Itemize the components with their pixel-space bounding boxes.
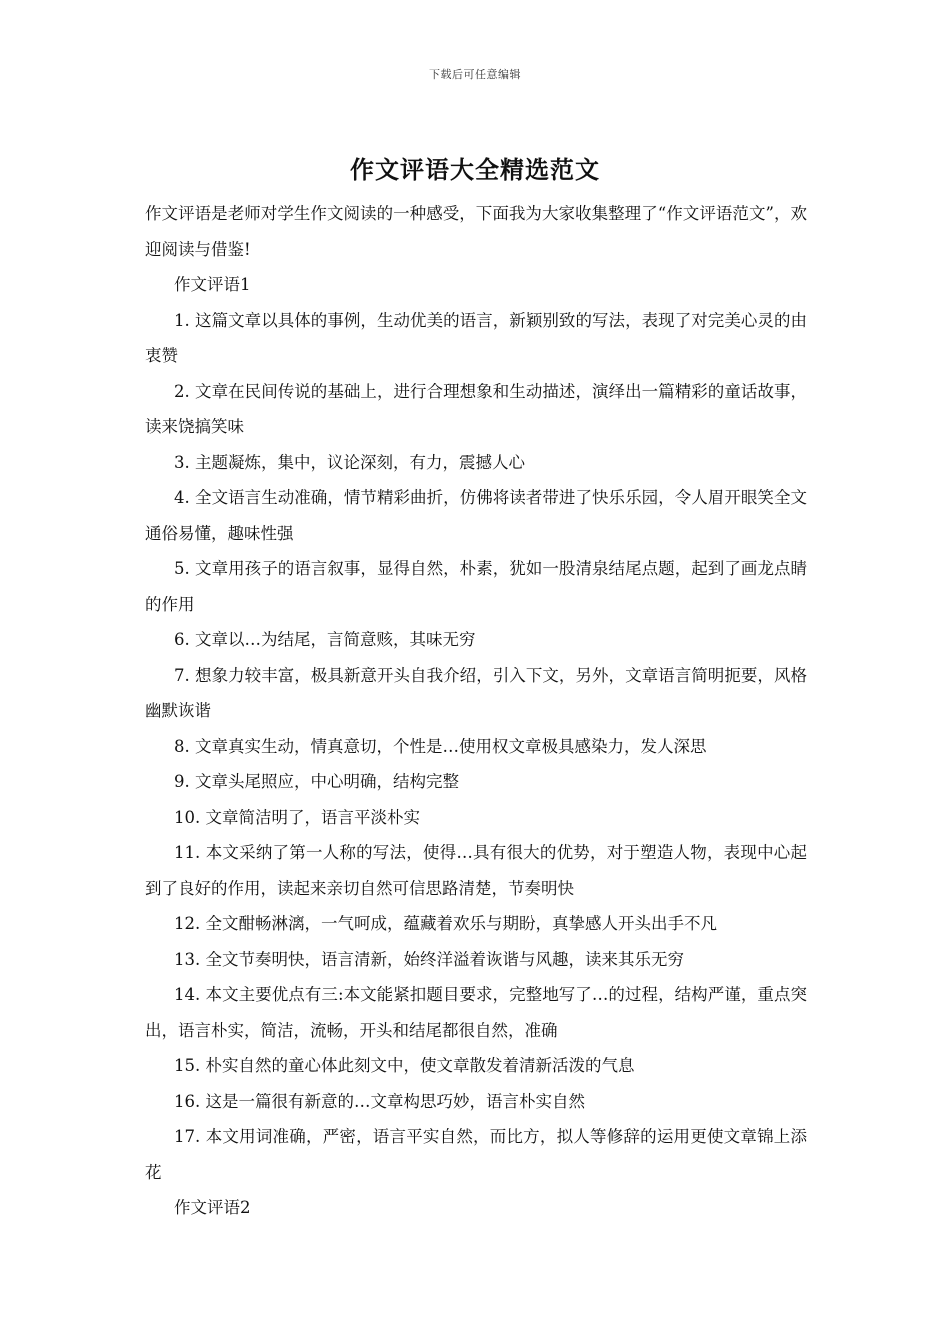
header-note: 下载后可任意编辑 bbox=[429, 68, 521, 81]
list-item: 10. 文章简洁明了，语言平淡朴实 bbox=[174, 807, 420, 827]
list-item: 16. 这是一篇很有新意的…文章构思巧妙，语言朴实自然 bbox=[174, 1091, 585, 1111]
list-item: 7. 想象力较丰富，极具新意开头自我介绍，引入下文，另外，文章语言简明扼要，风格幽默诙谐 bbox=[145, 665, 807, 720]
section-heading-2: 作文评语2 bbox=[174, 1198, 251, 1217]
list-item: 14. 本文主要优点有三:本文能紧扣题目要求，完整地写了…的过程，结构严谨，重点突出，语言朴实，简洁，流畅，开头和结尾都很自然，准确 bbox=[145, 985, 807, 1040]
list-item: 3. 主题凝炼，集中，议论深刻，有力，震撼人心 bbox=[174, 452, 525, 472]
document-title: 作文评语大全精选范文 bbox=[350, 155, 600, 184]
list-item: 1. 这篇文章以具体的事例，生动优美的语言，新颖别致的写法，表现了对完美心灵的由衷赞 bbox=[145, 310, 807, 365]
section-heading-1: 作文评语1 bbox=[174, 275, 251, 294]
document-body bbox=[145, 196, 807, 1226]
list-item: 6. 文章以…为结尾，言简意赅，其味无穷 bbox=[174, 630, 476, 649]
list-item: 17. 本文用词准确，严密，语言平实自然，而比方，拟人等修辞的运用更使文章锦上添花 bbox=[145, 1127, 807, 1182]
list-item: 13. 全文节奏明快，语言清新，始终洋溢着诙谐与风趣，读来其乐无穷 bbox=[174, 949, 684, 969]
list-item: 5. 文章用孩子的语言叙事，显得自然，朴素，犹如一股清泉结尾点题，起到了画龙点睛的作用 bbox=[145, 559, 807, 614]
list-item: 4. 全文语言生动准确，情节精彩曲折，仿佛将读者带进了快乐乐园，令人眉开眼笑全文通俗易懂，趣味性强 bbox=[145, 488, 807, 543]
list-item: 9. 文章头尾照应，中心明确，结构完整 bbox=[174, 772, 459, 791]
list-item: 2. 文章在民间传说的基础上，进行合理想象和生动描述，演绎出一篇精彩的童话故事，读来饶搞笑味 bbox=[145, 381, 807, 436]
list-item: 15. 朴实自然的童心体此刻文中，使文章散发着清新活泼的气息 bbox=[174, 1056, 635, 1075]
intro-paragraph: 作文评语是老师对学生作文阅读的一种感受，下面我为大家收集整理了“作文评语范文”，欢迎阅读与借鉴! bbox=[145, 204, 807, 259]
list-item: 12. 全文酣畅淋漓，一气呵成，蕴藏着欢乐与期盼，真挚感人开头出手不凡 bbox=[174, 914, 717, 933]
list-item: 11. 本文采纳了第一人称的写法，使得…具有很大的优势，对于塑造人物，表现中心起到了良好的作用，读起来亲切自然可信思路清楚，节奏明快 bbox=[145, 843, 807, 898]
list-item: 8. 文章真实生动，情真意切，个性是…使用权文章极具感染力，发人深思 bbox=[174, 736, 707, 756]
